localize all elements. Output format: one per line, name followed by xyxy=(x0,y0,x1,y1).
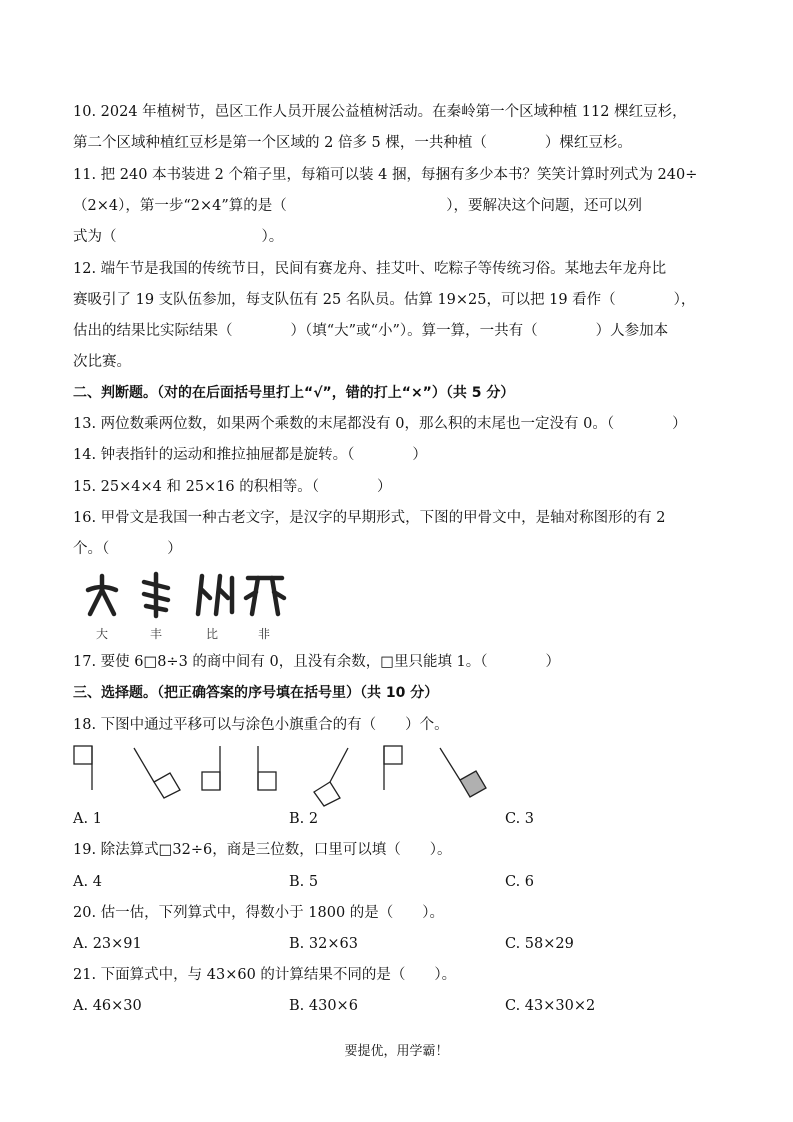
flag-4-icon xyxy=(258,746,276,790)
flag-2-icon xyxy=(134,748,180,798)
glyph-label-feng: 丰 xyxy=(150,627,163,641)
q12-line3: 估出的结果比实际结果（ ）（填“大”或“小”）。算一算，一共有（ ）人参加本 xyxy=(73,323,669,339)
q11-line2: （2×4），第一步“2×4”算的是（ ），要解决这个问题，还可以列 xyxy=(73,198,643,214)
glyph-label-fei: 非 xyxy=(258,627,271,641)
q21: 21. 下面算式中，与 43×60 的计算结果不同的是（ ）。 xyxy=(73,967,457,983)
glyph-label-bi: 比 xyxy=(206,627,219,641)
glyph-da-icon xyxy=(88,576,116,614)
q19-option-a[interactable]: A. 4 xyxy=(73,874,102,890)
q21-option-b[interactable]: B. 430×6 xyxy=(289,998,358,1014)
q18-option-a[interactable]: A. 1 xyxy=(73,811,102,827)
section3-heading: 三、选择题。（把正确答案的序号填在括号里）（共 10 分） xyxy=(73,685,439,701)
flag-3-icon xyxy=(202,746,220,790)
section2-heading: 二、判断题。（对的在后面括号里打上“√”，错的打上“×”）（共 5 分） xyxy=(73,385,515,401)
flag-6-icon xyxy=(384,746,402,790)
q20: 20. 估一估，下列算式中，得数小于 1800 的是（ ）。 xyxy=(73,905,445,921)
page-footer: 要提优，用学霸！ xyxy=(344,1044,449,1059)
q12-line2: 赛吸引了 19 支队伍参加，每支队伍有 25 名队员。估算 19×25，可以把 19 看作（ ）， xyxy=(73,292,696,308)
q11-line3: 式为（ ）。 xyxy=(73,229,284,245)
q12-line4: 次比赛。 xyxy=(73,354,131,370)
q10-line1: 10. 2024 年植树节，邑区工作人员开展公益植树活动。在秦岭第一个区域种植 112 棵红豆杉， xyxy=(73,104,687,120)
q16-line1: 16. 甲骨文是我国一种古老文字，是汉字的早期形式，下图的甲骨文中，是轴对称图形的有 2 xyxy=(73,510,666,526)
q21-option-c[interactable]: C. 43×30×2 xyxy=(505,998,596,1014)
q12-line1: 12. 端午节是我国的传统节日，民间有赛龙舟、挂艾叶、吃粽子等传统习俗。某地去年龙舟比 xyxy=(73,261,667,277)
flag-5-icon xyxy=(314,748,348,806)
flags-figure xyxy=(72,742,492,802)
q19-option-b[interactable]: B. 5 xyxy=(289,874,319,890)
q13: 13. 两位数乘两位数，如果两个乘数的末尾都没有 0，那么积的末尾也一定没有 0。（ ） xyxy=(73,416,687,432)
glyph-feng-icon xyxy=(144,574,168,616)
q19: 19. 除法算式□32÷6，商是三位数，口里可以填（ ）。 xyxy=(73,842,452,858)
flag-1-icon xyxy=(74,746,92,790)
glyph-bi-icon xyxy=(198,576,232,614)
q20-option-b[interactable]: B. 32×63 xyxy=(289,936,358,952)
q16-line2: 个。（ ） xyxy=(73,541,182,557)
oracle-bone-glyphs-figure xyxy=(82,568,302,648)
q21-option-a[interactable]: A. 46×30 xyxy=(73,998,142,1014)
flag-shaded-icon xyxy=(440,748,486,797)
glyph-fei-icon xyxy=(246,578,284,614)
q10-line2: 第二个区域种植红豆杉是第一个区域的 2 倍多 5 棵，一共种植（ ）棵红豆杉。 xyxy=(73,135,632,151)
q14: 14. 钟表指针的运动和推拉抽屉都是旋转。（ ） xyxy=(73,447,427,463)
q15: 15. 25×4×4 和 25×16 的积相等。（ ） xyxy=(73,479,392,495)
glyph-label-da: 大 xyxy=(96,627,109,641)
q17: 17. 要使 6□8÷3 的商中间有 0，且没有余数，□里只能填 1。（ ） xyxy=(73,654,561,670)
q19-option-c[interactable]: C. 6 xyxy=(505,874,535,890)
q20-option-c[interactable]: C. 58×29 xyxy=(505,936,574,952)
q20-option-a[interactable]: A. 23×91 xyxy=(73,936,142,952)
q18-option-c[interactable]: C. 3 xyxy=(505,811,535,827)
q18: 18. 下图中通过平移可以与涂色小旗重合的有（ ）个。 xyxy=(73,717,449,733)
q18-option-b[interactable]: B. 2 xyxy=(289,811,319,827)
q11-line1: 11. 把 240 本书装进 2 个箱子里，每箱可以装 4 捆，每捆有多少本书？笑笑计算时列式为 240÷ xyxy=(73,167,698,183)
